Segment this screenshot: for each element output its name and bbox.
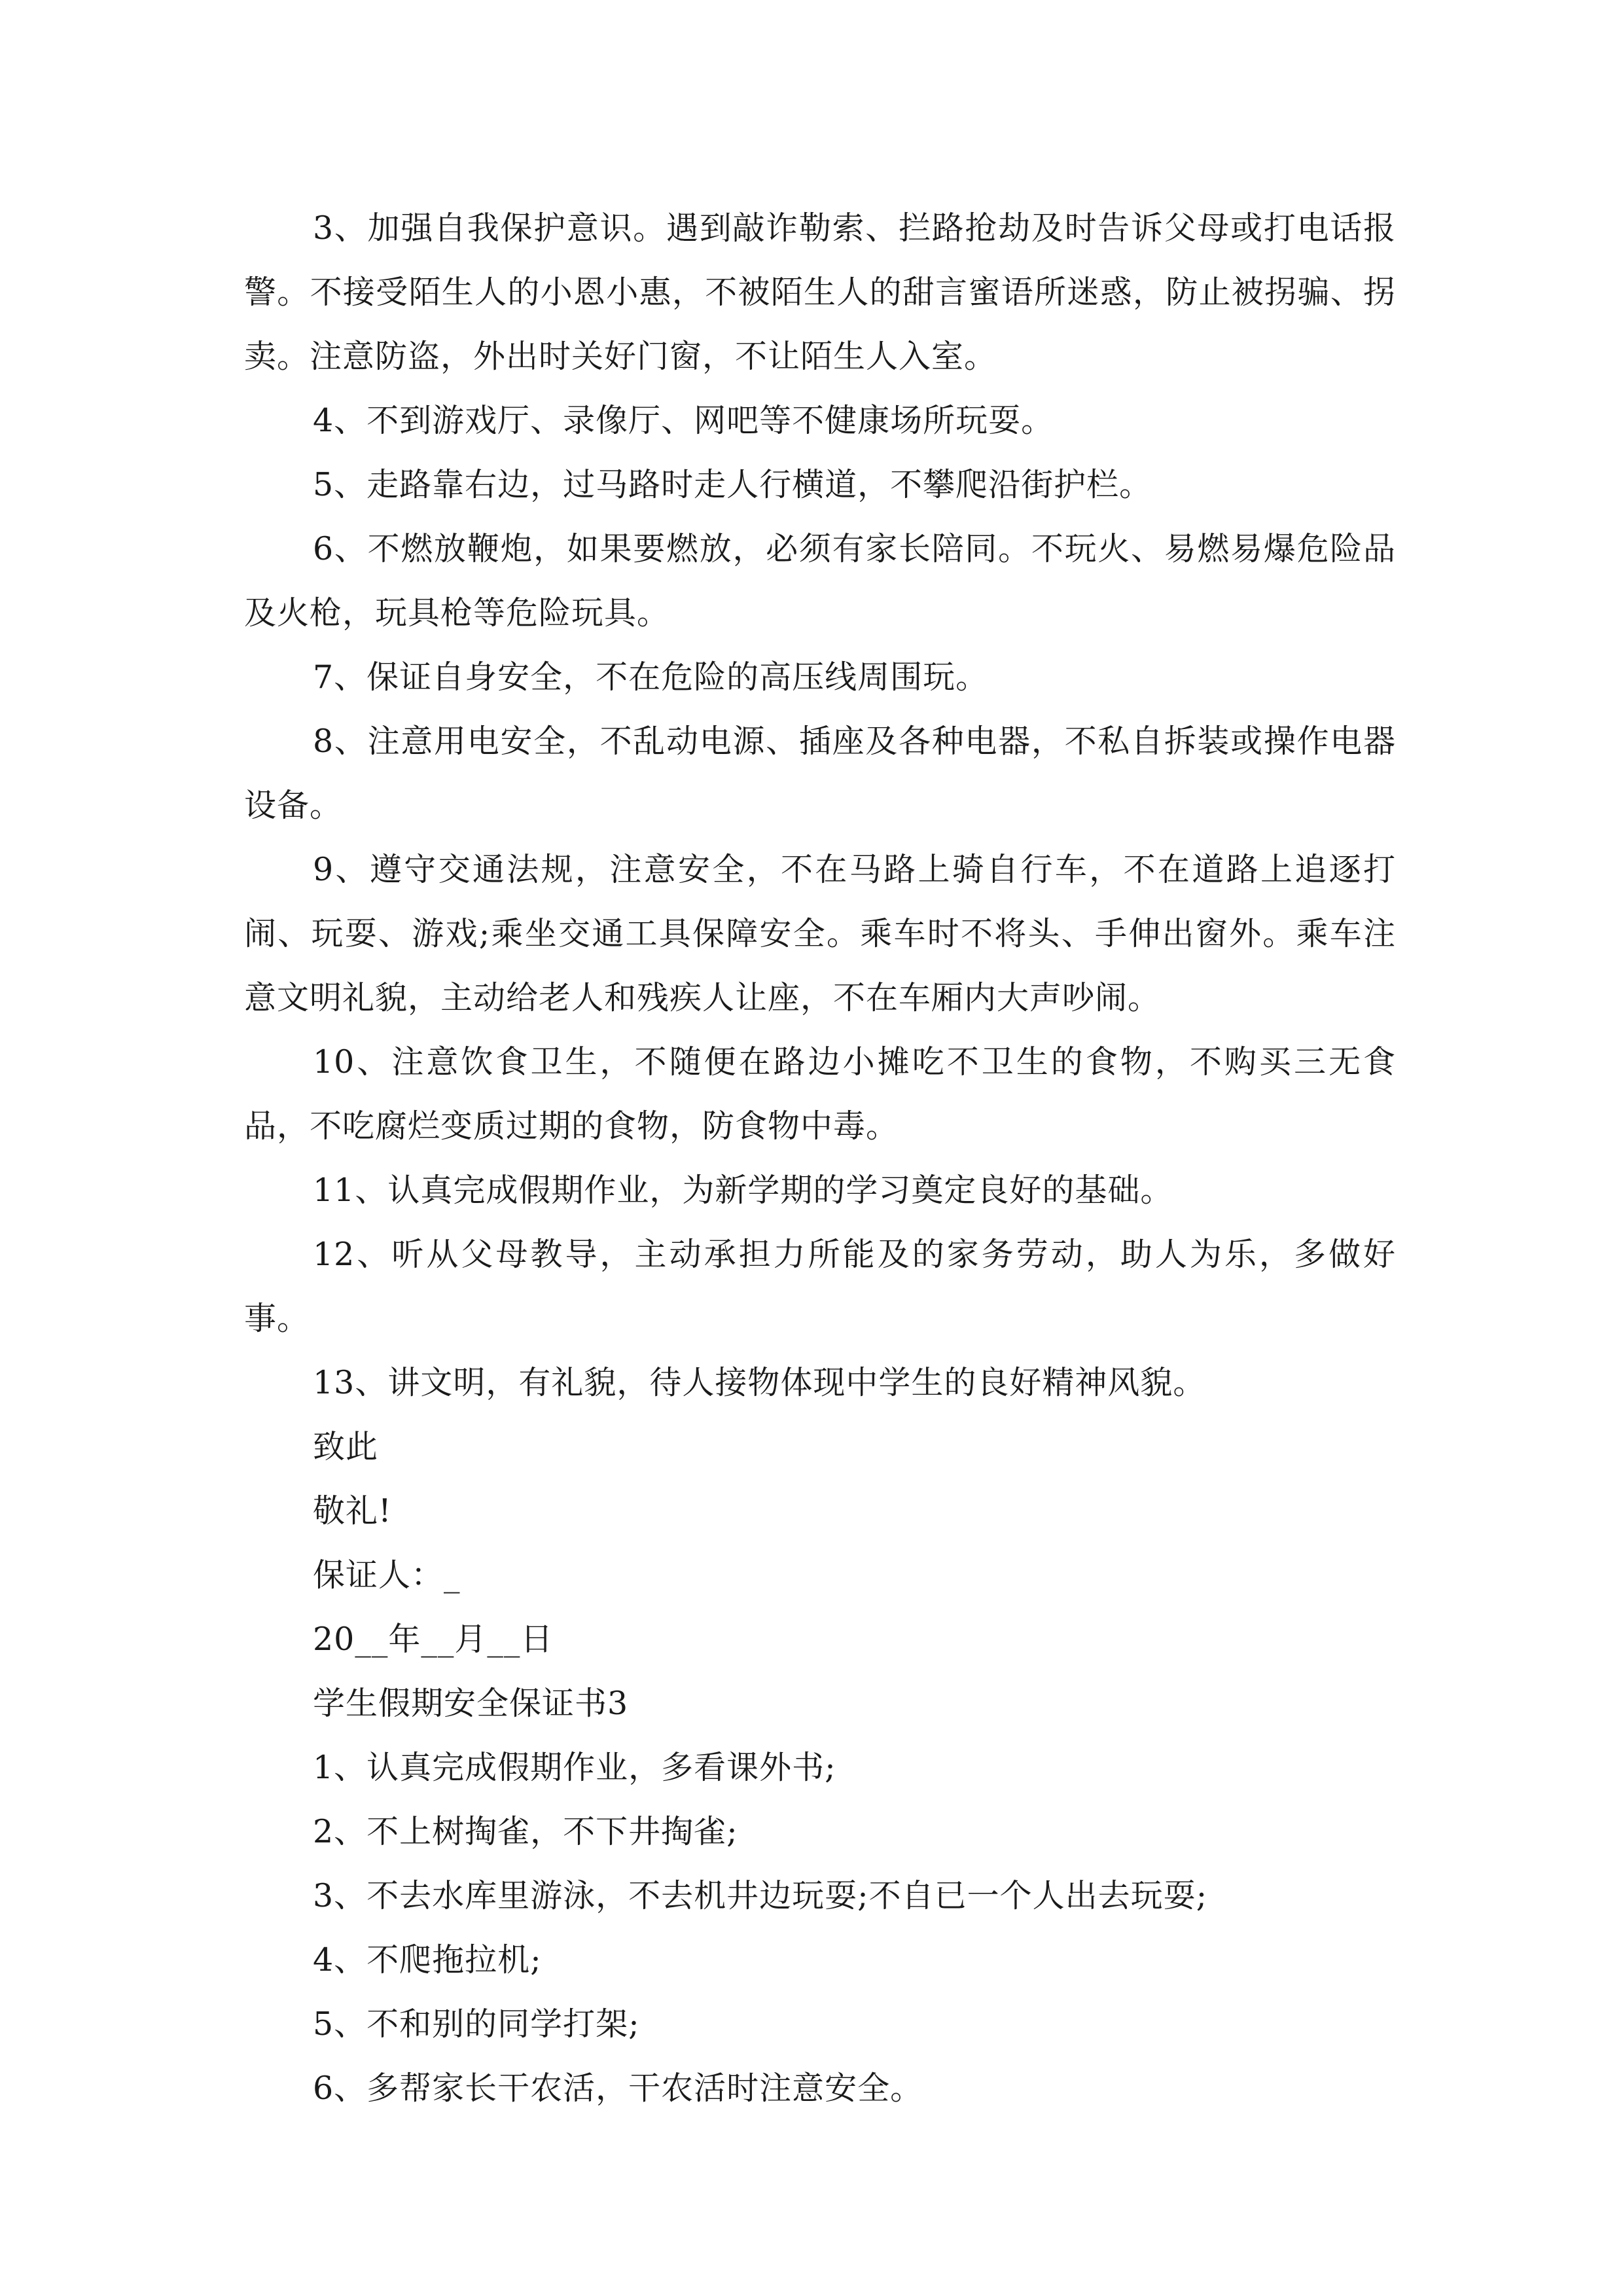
closing-respect: 敬礼! xyxy=(313,1492,392,1530)
paragraph-item-5: 5、走路靠右边，过马路时走人行横道，不攀爬沿街护栏。 xyxy=(313,466,1152,503)
paragraph-item-11: 11、认真完成假期作业，为新学期的学习奠定良好的基础。 xyxy=(313,1172,1173,1209)
paragraph-item-7: 7、保证自身安全，不在危险的高压线周围玩。 xyxy=(313,658,989,696)
paragraph-item-3: 3、加强自我保护意识。遇到敲诈勒索、拦路抢劫及时告诉父母或打电话报警。不接受陌生人的小恩小惠，不被陌生人的甜言蜜语所迷惑，防止被拐骗、拐卖。注意防盗，外出时关好门窗，不让陌生人入室。 xyxy=(244,209,1396,375)
paragraph-item-13: 13、讲文明，有礼貌，待人接物体现中学生的良好精神风貌。 xyxy=(313,1364,1206,1401)
section-item-5: 5、不和别的同学打架; xyxy=(313,2005,640,2043)
paragraph-item-10: 10、注意饮食卫生，不随便在路边小摊吃不卫生的食物，不购买三无食品，不吃腐烂变质过期的食物，防食物中毒。 xyxy=(244,1043,1396,1145)
section-title: 学生假期安全保证书3 xyxy=(313,1685,629,1722)
paragraph-item-6: 6、不燃放鞭炮，如果要燃放，必须有家长陪同。不玩火、易燃易爆危险品及火枪，玩具枪等危险玩具。 xyxy=(244,530,1396,632)
document-body xyxy=(244,196,1396,2121)
section-item-3: 3、不去水库里游泳，不去机井边玩耍;不自已一个人出去玩耍; xyxy=(313,1877,1208,1914)
paragraph-item-8: 8、注意用电安全，不乱动电源、插座及各种电器，不私自拆装或操作电器设备。 xyxy=(244,723,1396,824)
date-line: 20__年__月__日 xyxy=(313,1621,554,1658)
section-item-4: 4、不爬拖拉机; xyxy=(313,1941,542,1979)
closing-salutation: 致此 xyxy=(313,1428,379,1465)
guarantor-line: 保证人：_ xyxy=(313,1556,461,1594)
section-item-6: 6、多帮家长干农活，干农活时注意安全。 xyxy=(313,2070,923,2107)
paragraph-item-12: 12、听从父母教导，主动承担力所能及的家务劳动，助人为乐，多做好事。 xyxy=(244,1236,1396,1337)
section-item-2: 2、不上树掏雀，不下井掏雀; xyxy=(313,1813,738,1850)
paragraph-item-4: 4、不到游戏厅、录像厅、网吧等不健康场所玩耍。 xyxy=(313,402,1054,439)
paragraph-item-9: 9、遵守交通法规，注意安全，不在马路上骑自行车，不在道路上追逐打闹、玩耍、游戏;乘坐交通工具保障安全。乘车时不将头、手伸出窗外。乘车注意文明礼貌，主动给老人和残疾人让座，不在车厢内大声吵闹。 xyxy=(244,851,1396,1016)
section-item-1: 1、认真完成假期作业，多看课外书; xyxy=(313,1749,836,1786)
